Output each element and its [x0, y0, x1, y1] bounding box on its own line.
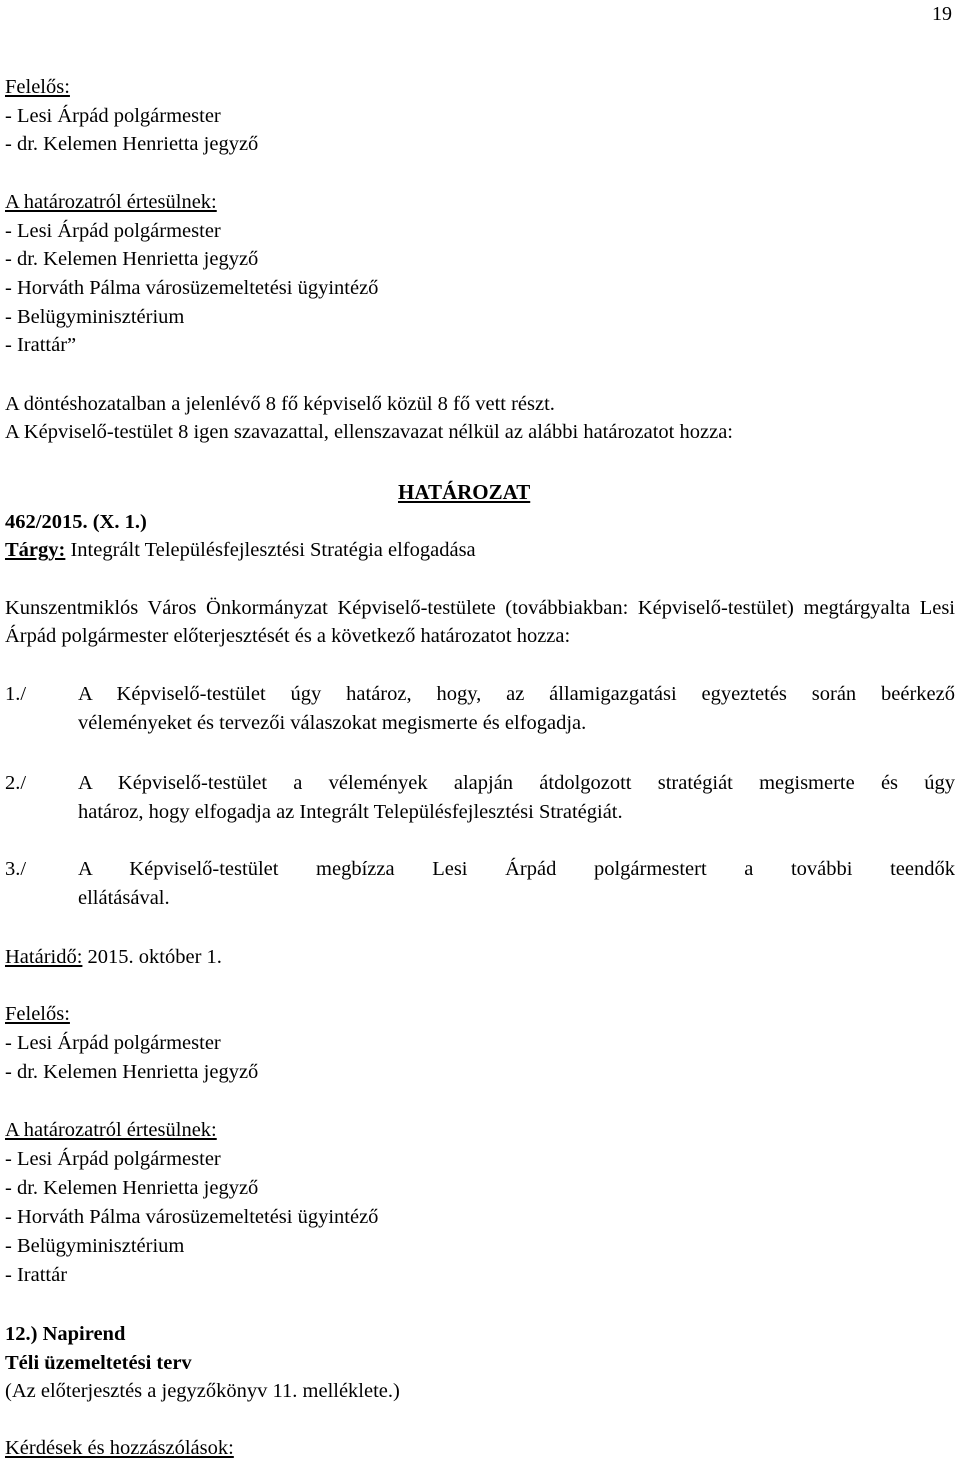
ertesulnek-item: - Irattár [5, 1264, 68, 1286]
item-line: A Képviselő-testület úgy határoz, hogy, az államigazgatási egyeztetés során beérkező [78, 683, 955, 705]
felelos-item: - Lesi Árpád polgármester [5, 1032, 221, 1054]
item-number: 1./ [5, 683, 27, 705]
ertesulnek-item: - Lesi Árpád polgármester [5, 220, 221, 242]
vote-line-2: A Képviselő-testület 8 igen szavazattal, ellenszavazat nélkül az alábbi határozatot hozza: [5, 421, 733, 443]
item-line: véleményeket és tervezői válaszokat megismerte és elfogadja. [78, 712, 587, 734]
ertesulnek-label: A határozatról értesülnek: [5, 191, 217, 213]
intro-paragraph: Kunszentmiklós Város Önkormányzat Képviselő-testülete (továbbiakban: Képviselő-testület) megtárgyalta Lesi Árpád polgármester előterjesztését és a következő határozatot hozza: [5, 597, 955, 647]
hatarozat-title: HATÁROZAT [398, 480, 531, 504]
item-line: ellátásával. [78, 887, 170, 909]
item-line: határoz, hogy elfogadja az Integrált Településfejlesztési Stratégiát. [78, 801, 623, 823]
hatarozat-number: 462/2015. (X. 1.) [5, 511, 147, 533]
resolution-item [5, 680, 955, 738]
targy-label: Tárgy: [5, 539, 66, 561]
page-number: 19 [932, 3, 952, 25]
napirend-heading: 12.) Napirend [5, 1323, 126, 1345]
item-number: 3./ [5, 858, 27, 880]
vote-line-1: A döntéshozatalban a jelenlévő 8 fő képviselő közül 8 fő vett részt. [5, 393, 555, 415]
ertesulnek-item: - Belügyminisztérium [5, 1235, 185, 1257]
felelos-item: - Lesi Árpád polgármester [5, 105, 221, 127]
felelos-label: Felelős: [5, 1003, 70, 1025]
ertesulnek-item: - Irattár” [5, 334, 77, 356]
felelos-item: - dr. Kelemen Henrietta jegyző [5, 1061, 259, 1083]
ertesulnek-item: - Horváth Pálma városüzemeltetési ügyintéző [5, 277, 379, 299]
ertesulnek-item: - Belügyminisztérium [5, 306, 185, 328]
felelos-label: Felelős: [5, 76, 70, 98]
item-number: 2./ [5, 772, 27, 794]
napirend-note: (Az előterjesztés a jegyzőkönyv 11. melléklete.) [5, 1380, 400, 1402]
ertesulnek-item: - dr. Kelemen Henrietta jegyző [5, 248, 259, 270]
napirend-title: Téli üzemeltetési terv [5, 1352, 192, 1374]
targy-text: Integrált Településfejlesztési Stratégia elfogadása [65, 539, 476, 561]
resolution-item [5, 769, 955, 827]
item-line: A Képviselő-testület a vélemények alapján átdolgozott stratégiát megismerte és úgy [78, 772, 955, 794]
hatarido-line [5, 943, 222, 971]
targy-line [5, 536, 476, 564]
questions-label: Kérdések és hozzászólások: [5, 1437, 234, 1459]
hatarido-label: Határidő: [5, 946, 83, 968]
ertesulnek-item: - Lesi Árpád polgármester [5, 1148, 221, 1170]
item-line: A Képviselő-testület megbízza Lesi Árpád polgármestert a további teendők [78, 858, 955, 880]
ertesulnek-item: - Horváth Pálma városüzemeltetési ügyintéző [5, 1206, 379, 1228]
ertesulnek-label: A határozatról értesülnek: [5, 1119, 217, 1141]
ertesulnek-item: - dr. Kelemen Henrietta jegyző [5, 1177, 259, 1199]
felelos-item: - dr. Kelemen Henrietta jegyző [5, 133, 259, 155]
hatarido-value: 2015. október 1. [82, 946, 222, 968]
resolution-item [5, 855, 955, 913]
